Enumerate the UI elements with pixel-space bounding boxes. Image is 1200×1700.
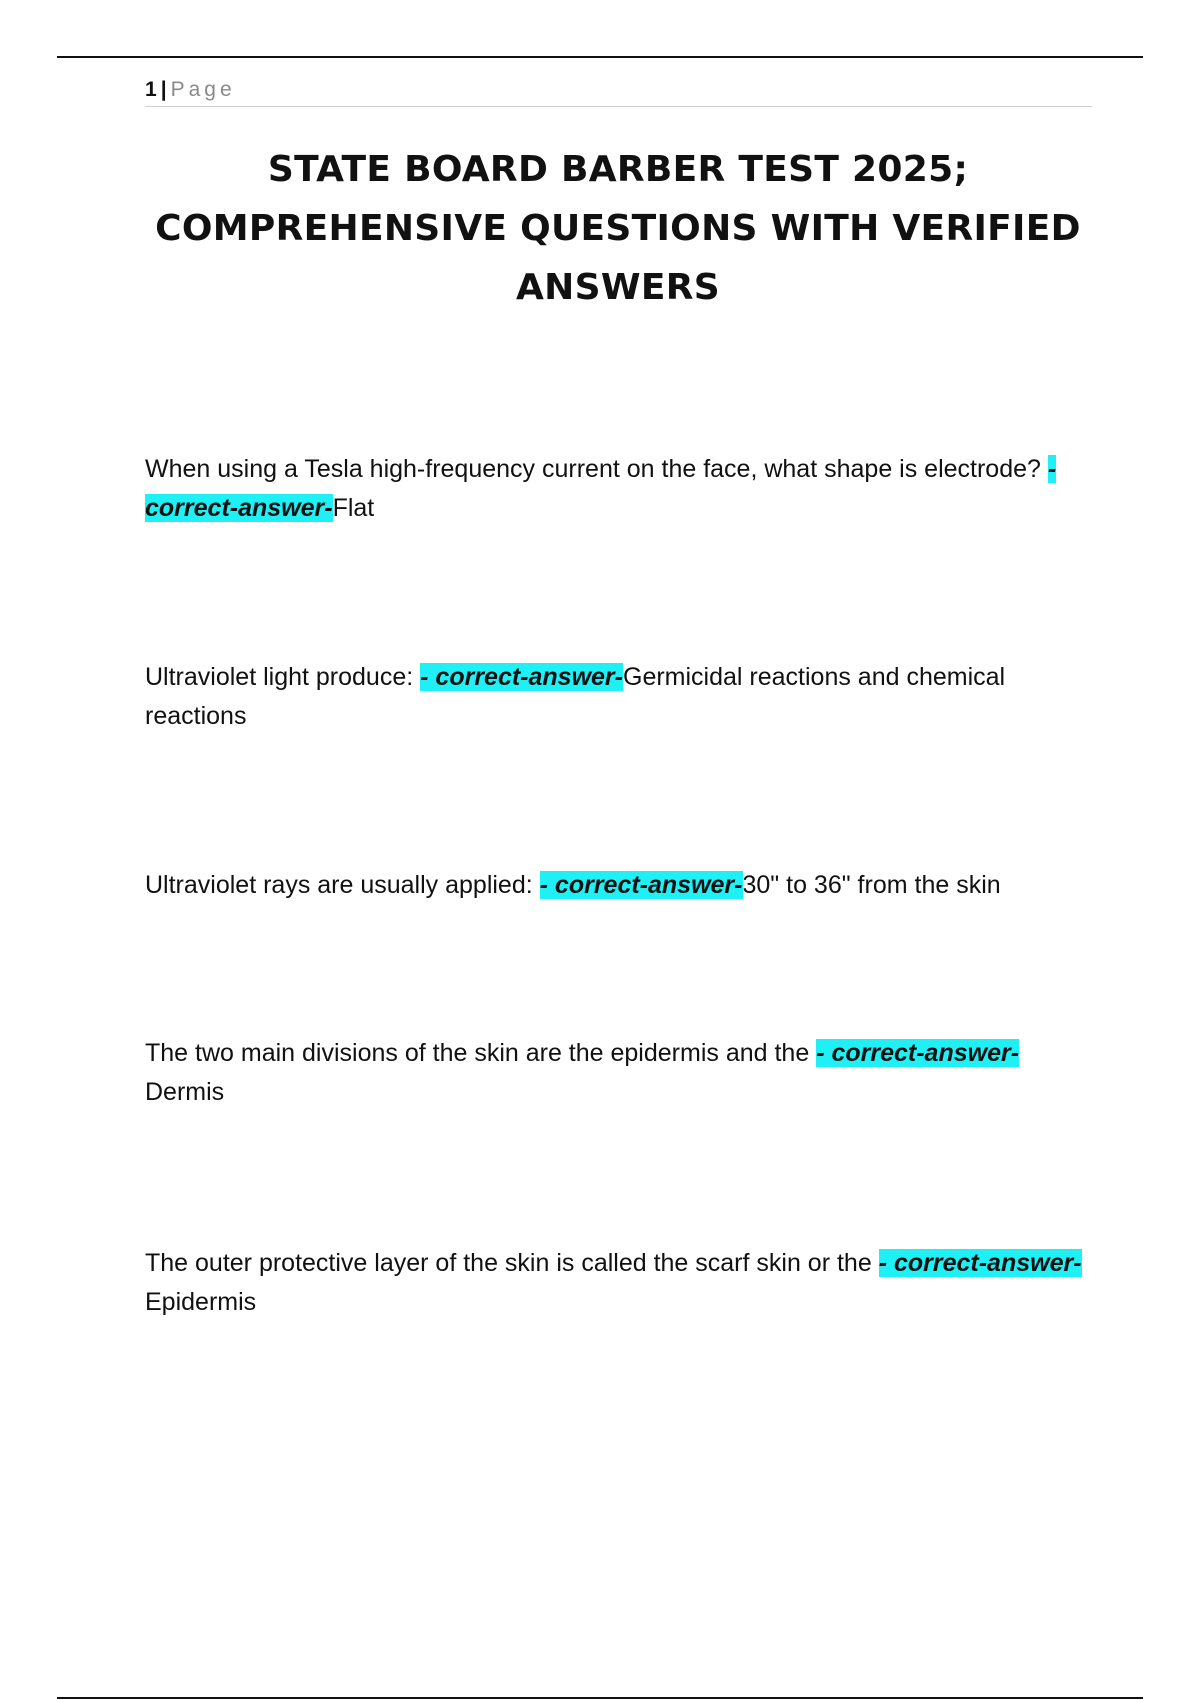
title-line-1: STATE BOARD BARBER TEST 2025; (267, 149, 969, 190)
question-text: Ultraviolet light produce: (145, 663, 421, 691)
answer-text: Epidermis (145, 1288, 257, 1316)
answer-marker: - correct-answer- (816, 1039, 1020, 1067)
title-line-2: COMPREHENSIVE QUESTIONS WITH VERIFIED (155, 208, 1081, 249)
answer-text: Germicidal reactions and chemical reactions (145, 663, 1006, 730)
page-header (145, 76, 1092, 107)
question-text: Ultraviolet rays are usually applied: (145, 871, 540, 899)
qa-item (145, 1034, 1085, 1112)
answer-marker: - correct-answer- (420, 663, 623, 691)
page-separator: | (160, 78, 167, 101)
answer-marker: - correct-answer- (878, 1249, 1082, 1277)
qa-item (145, 1244, 1085, 1322)
qa-item (145, 866, 1085, 905)
answer-marker: - correct-answer- (539, 871, 743, 899)
answer-text: Flat (332, 494, 375, 522)
answer-text: 30" to 36" from the skin (742, 871, 1001, 899)
qa-item (145, 450, 1085, 528)
document-title (120, 140, 1116, 317)
top-rule (57, 56, 1143, 58)
title-line-3: ANSWERS (516, 267, 720, 308)
question-text: When using a Tesla high-frequency current on the face, what shape is electrode? (145, 455, 1048, 483)
answer-text: Dermis (145, 1078, 225, 1106)
answer-marker: -correct-answer- (145, 455, 1057, 522)
page-label: Page (170, 78, 236, 101)
question-text: The outer protective layer of the skin is called the scarf skin or the (145, 1249, 879, 1277)
bottom-rule (57, 1697, 1143, 1699)
question-text: The two main divisions of the skin are the epidermis and the (145, 1039, 817, 1067)
page-number: 1 (145, 78, 157, 101)
qa-item (145, 658, 1085, 736)
